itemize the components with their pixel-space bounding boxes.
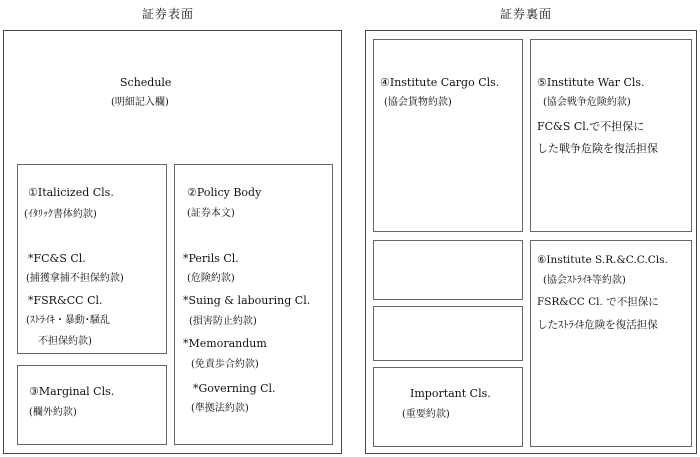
war-note-2: した戦争危険を復活担保 <box>537 142 658 155</box>
italicized-title: ①Italicized Cls. <box>28 186 114 199</box>
memorandum-clause-sub: (免責歩合約款) <box>191 359 259 370</box>
suing-clause-sub: (損害防止約款) <box>189 316 257 327</box>
srcc-box <box>530 240 692 447</box>
war-note-1: FC&S Cl.で不担保に <box>537 120 645 133</box>
front-title: 証券表面 <box>142 7 195 21</box>
fsrcc-clause: *FSR&CC Cl. <box>28 294 103 307</box>
suing-clause: *Suing & labouring Cl. <box>183 294 311 307</box>
marginal-subtitle: (欄外約款) <box>29 407 77 418</box>
italicized-box <box>17 164 167 354</box>
war-subtitle: (協会戦争危険約款) <box>543 97 631 108</box>
governing-clause: *Governing Cl. <box>193 382 276 395</box>
policy-body-box <box>174 164 333 445</box>
srcc-title: ⑥Institute S.R.&C.C.Cls. <box>537 254 668 266</box>
back-title: 証券裏面 <box>500 7 553 21</box>
policy-body-title: ②Policy Body <box>187 186 262 199</box>
policy-body-subtitle: (証券本文) <box>187 208 235 219</box>
war-title: ⑤Institute War Cls. <box>537 76 645 89</box>
perils-clause-sub: (危険約款) <box>187 273 235 284</box>
marginal-title: ③Marginal Cls. <box>29 385 115 398</box>
important-subtitle: (重要約款) <box>402 409 450 420</box>
marginal-box <box>17 365 167 445</box>
important-title: Important Cls. <box>410 387 491 400</box>
fcs-clause-sub: (捕獲拿捕不担保約款) <box>26 273 124 284</box>
blank-box-middle <box>373 306 523 361</box>
perils-clause: *Perils Cl. <box>183 252 239 265</box>
cargo-box <box>373 39 523 232</box>
schedule-title: Schedule <box>120 76 172 89</box>
important-box <box>373 367 523 447</box>
war-box <box>530 39 692 232</box>
italicized-subtitle: (ｲﾀﾘｯｸ書体約款) <box>24 209 97 220</box>
fsrcc-clause-sub1: (ｽﾄﾗｲｷ・暴動･騒乱 <box>26 315 110 326</box>
srcc-subtitle: (協会ｽﾄﾗｲｷ等約款) <box>543 275 626 286</box>
cargo-subtitle: (協会貨物約款) <box>384 97 452 108</box>
governing-clause-sub: (準拠法約款) <box>191 403 249 414</box>
front-panel <box>3 30 342 454</box>
srcc-note-2: したｽﾄﾗｲｷ危険を復活担保 <box>537 319 658 331</box>
back-panel <box>365 30 697 454</box>
fcs-clause: *FC&S Cl. <box>28 252 86 265</box>
blank-box-upper <box>373 240 523 300</box>
schedule-subtitle: (明細記入欄) <box>111 97 169 108</box>
cargo-title: ④Institute Cargo Cls. <box>380 76 500 89</box>
srcc-note-1: FSR&CC Cl. で不担保に <box>537 296 659 308</box>
memorandum-clause: *Memorandum <box>183 337 267 350</box>
fsrcc-clause-sub2: 不担保約款) <box>38 336 92 347</box>
